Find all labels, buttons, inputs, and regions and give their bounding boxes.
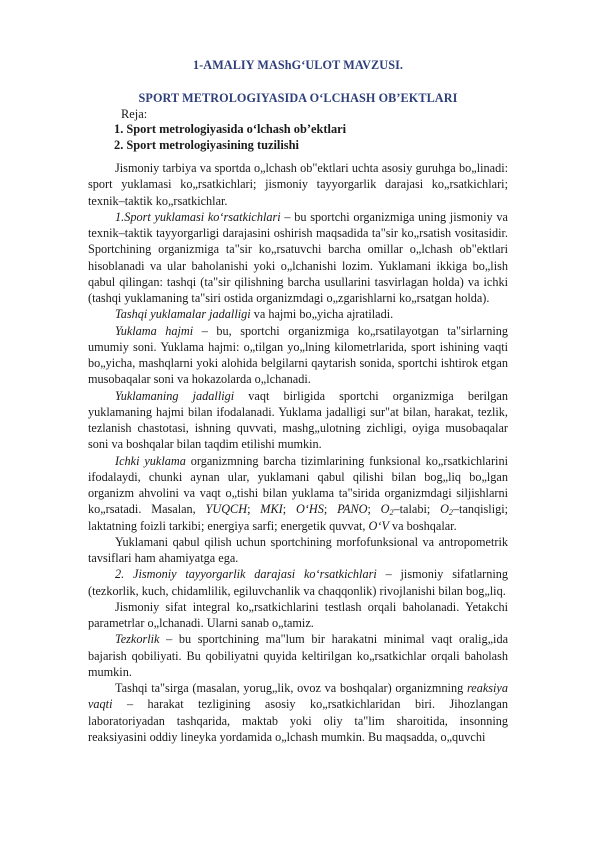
term-reaction-time: reaksiya vaqti <box>88 681 508 712</box>
document-body <box>88 160 508 745</box>
paragraph-8-text: – jismoniy sifatlarning (tezkorlik, kuch, chidamlilik, egiluvchanlik va chaqqonlik) rivojlanishi bilan bog„liq. <box>88 567 508 598</box>
term-external-load-intensity: Tashqi yuklamalar jadalligi <box>115 307 251 322</box>
paragraph-7: Yuklamani qabul qilish uchun sportchining morfofunksional va antropometrik tavsiflari ham ahamiyatga ega. <box>88 534 508 565</box>
abbr-ohs: O‘HS <box>295 502 324 517</box>
paragraph-8 <box>88 566 508 599</box>
paragraph-2 <box>88 209 508 307</box>
paragraph-3-text: va hajmi bo„yicha ajratiladi. <box>250 307 394 322</box>
paragraph-4 <box>88 323 508 388</box>
paragraph-6 <box>88 453 508 534</box>
abbr-pano: PANO <box>337 502 368 517</box>
term-internal-load: Ichki yuklama <box>115 453 186 468</box>
term-speed: Tezkorlik <box>115 632 160 647</box>
document-subtitle: SPORT METROLOGIYASIDA O‘LCHASH OB’EKTLARI <box>138 91 458 105</box>
paragraph-11 <box>88 680 508 745</box>
paragraph-11-text-end: – harakat tezligining asosiy ko„rsatkichlaridan biri. Jihozlangan laboratoriyadan tashqarida, maktab yoki oliy ta"lim sharoitida, insonning reaksiyasini oddiy lineyka yordamida o„lchash mumkin. Bu maqsadda, o„quvchi <box>88 697 508 744</box>
separator: ; <box>367 502 381 517</box>
paragraph-5 <box>88 388 508 453</box>
paragraph-4-text: – bu, sportchi organizmiga ko„rsatilayotgan ta"sirlarning umumiy soni. Yuklama hajmi: o„tilgan yo„lning kilometrlarida, sport ishining vaqti bo„yicha, mashqlarni yoki alohida belgilarni qaytarish sonida, sportchi ishtirok etgan musobaqalar soni va hokazolarda o„lchanadi. <box>88 323 509 387</box>
paragraph-5-text: vaqt birligida sportchi organizmiga berilgan yuklamaning hajmi bilan ifodalanadi. Yuklama jadalligi sur"at bilan, harakat, tezlik, tezlanish chastotasi, ishning quvvati, mashg„ulotning zichligi, oyiga musobaqalar soni va boshqalar bilan taqdim etilishi mumkin. <box>88 388 508 452</box>
paragraph-10 <box>88 631 508 680</box>
oxygen-symbol: O <box>380 502 390 517</box>
document-title: 1-AMALIY MAShG‘ULOT MAVZUSI. <box>192 58 404 72</box>
oxygen-subscript: 2 <box>389 508 394 518</box>
paragraph-6-end: va boshqalar. <box>388 518 457 533</box>
term-load-intensity: Yuklamaning jadalligi <box>115 388 235 403</box>
term-physical-fitness: 2. Jismoniy tayyorgarlik darajasi ko‘rsatkichlari <box>115 567 377 582</box>
plan-heading: Reja: <box>121 107 148 121</box>
paragraph-11-text: Tashqi ta"sirga (masalan, yorug„lik, ovoz va boshqalar) organizmning <box>115 681 467 695</box>
paragraph-1: Jismoniy tarbiya va sportda o„lchash ob"ektlari uchta asosiy guruhga bo„linadi: sport yuklamasi ko„rsatkichlari; jismoniy tayyorgarlik darajasi ko„rsatkichlari; texnik–taktik ko„rsatkichlar. <box>88 161 508 208</box>
abbr-o2-demand <box>381 502 394 516</box>
abbr-mki: MKI <box>260 502 283 517</box>
separator: ; <box>282 502 296 517</box>
oxygen-deficit-text: –tanqisligi; laktatning foizli tarkibi; energiya sarfi; energetik quvvat, <box>88 502 509 533</box>
plan-item-1: 1. Sport metrologiyasida o‘lchash ob’ektlari <box>114 122 347 136</box>
term-sport-load: 1.Sport yuklamasi ko‘rsatkichlari <box>115 209 281 224</box>
abbr-o2-deficit <box>440 502 453 516</box>
abbr-ov: O‘V <box>368 518 389 533</box>
abbr-yuqch: YUQCH <box>205 502 248 517</box>
paragraph-10-text: – bu sportchining ma"lum bir harakatni minimal vaqt oralig„ida bajarish qobiliyati. Bu qobiliyatni quyida keltirilgan ko„rsatkichlar orqali baholash mumkin. <box>88 632 508 679</box>
term-load-volume: Yuklama hajmi <box>115 323 194 338</box>
plan-item-2: 2. Sport metrologiyasining tuzilishi <box>114 138 299 152</box>
separator: ; <box>247 502 261 517</box>
paragraph-2-text: – bu sportchi organizmiga uning jismoniy va texnik–taktik tayyorgarligi darajasini oshirish maqsadida ta"sir ko„rsatish vositasidir. Sportchining organizmiga ta"sir ko„rsatuvchi barcha omillar o„lchash ob"ektlari hisoblanadi va ular baholanishi yoki o„lchanishi lozim. Yuklamani ikkiga bo„lish qabul qilingan: tashqi (ta"sir qilishning barcha usullarini tasvirlagan holda) va ichki (tashqi yuklamaning ta"siri ostida organizmdagi o„zgarishlarni ko„rsatgan holda). <box>88 209 508 305</box>
separator: ; <box>323 502 338 517</box>
paragraph-9: Jismoniy sifat integral ko„rsatkichlarini testlash orqali baholanadi. Yetakchi parametrlar o„lchanadi. Ularni sanab o„tamiz. <box>88 599 508 630</box>
oxygen-demand-text: –talabi; <box>393 502 441 517</box>
paragraph-6-text: organizmning barcha tizimlarining funksional ko„rsatkichlarini ifodalaydi, chunki aynan ular, yuklamani qabul qilishi bilan bog„liq bo„lgan organizm ahvolini va vaqt o„tishi bilan yuklama ta"sirida organizmdagi siljishlarni ko„rsatadi. Masalan, <box>88 453 508 517</box>
paragraph-3 <box>88 306 508 322</box>
oxygen-symbol: O <box>440 502 449 517</box>
oxygen-subscript: 2 <box>448 508 453 518</box>
